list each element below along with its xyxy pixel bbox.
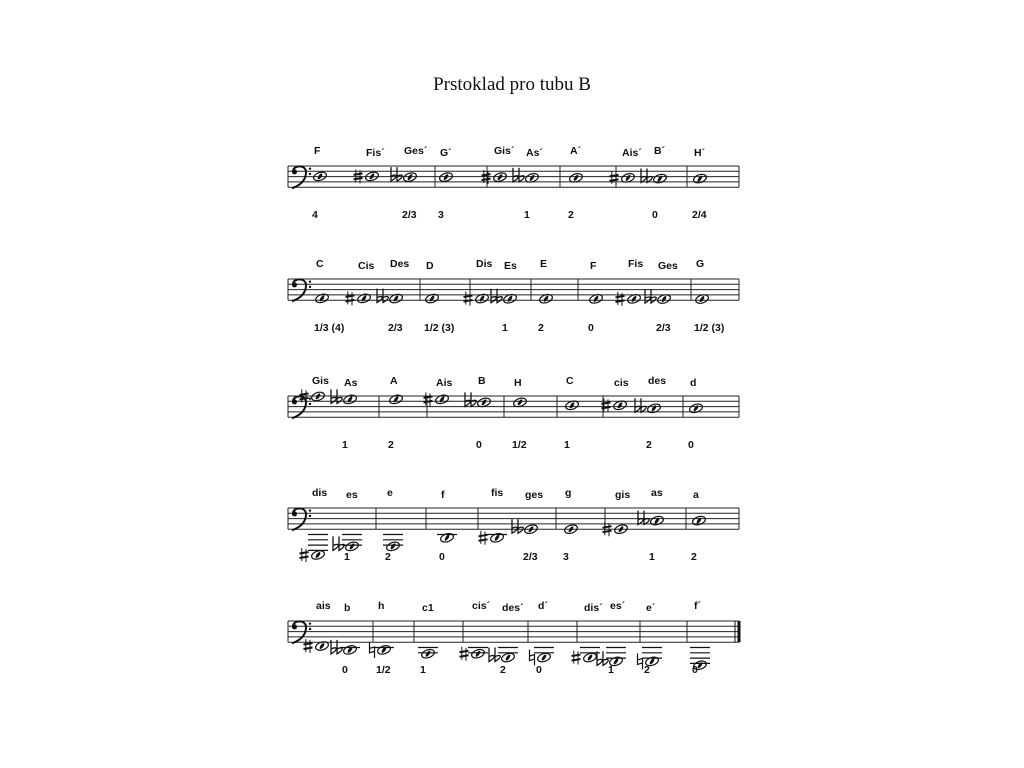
natural-icon — [370, 642, 375, 658]
fingering-label: 1 — [502, 322, 508, 334]
natural-icon — [530, 650, 535, 666]
note-name-label: cis´ — [472, 600, 491, 612]
fingering-label: 4 — [312, 209, 318, 221]
note-name-label: Cis — [358, 260, 375, 272]
bass-clef-icon — [292, 621, 311, 643]
note-name-label: d — [690, 377, 697, 389]
note-name-label: b — [344, 602, 351, 614]
note-head — [690, 648, 710, 671]
flat-icon — [489, 648, 500, 662]
note-name-label: B — [478, 375, 486, 387]
fingering-label: 0 — [652, 209, 658, 221]
note-name-label: Ges — [658, 260, 678, 272]
fingering-label: 1 — [608, 664, 614, 676]
note-name-label: f — [441, 489, 445, 501]
note-name-label: Ais — [436, 377, 453, 389]
note-name-label: E — [540, 258, 548, 270]
fingering-label: 2/3 — [523, 551, 538, 563]
fingering-label: 1 — [420, 664, 426, 676]
fingering-label: 1/2 — [376, 664, 391, 676]
fingering-label: 1 — [524, 209, 530, 221]
note-name-label: f´ — [694, 600, 701, 612]
note-name-label: as — [651, 487, 663, 499]
fingering-label: 0 — [476, 439, 482, 451]
note-name-label: F — [314, 145, 321, 157]
fingering-label: 1/3 (4) — [314, 322, 345, 334]
note-name-label: Fis´ — [366, 147, 385, 159]
note-name-label: ges — [525, 489, 544, 501]
note-name-label: Des — [390, 258, 410, 270]
fingering-label: 2 — [646, 439, 652, 451]
note-name-label: Gis — [312, 375, 329, 387]
note-name-label: g — [565, 487, 572, 499]
fingering-label: 2/3 — [402, 209, 417, 221]
fingering-label: 2 — [385, 551, 391, 563]
note-name-label: es´ — [610, 600, 626, 612]
fingering-label: 1/2 — [512, 439, 527, 451]
fingering-label: 2 — [644, 664, 650, 676]
note-head — [374, 644, 394, 655]
note-head — [534, 648, 554, 664]
fingering-label: 2 — [691, 551, 697, 563]
note-name-label: Es — [504, 260, 517, 272]
note-name-label: e´ — [646, 602, 656, 614]
note-name-label: C — [316, 258, 324, 270]
fingering-label: 1 — [344, 551, 350, 563]
note-name-label: Ges´ — [404, 145, 428, 157]
fingering-label: 0 — [688, 439, 694, 451]
note-name-label: cis — [614, 377, 629, 389]
note-name-label: H´ — [694, 147, 706, 159]
note-head — [340, 644, 360, 655]
note-name-label: dis´ — [584, 602, 603, 614]
note-name-label: A´ — [570, 145, 582, 157]
note-name-label: Ais´ — [622, 147, 642, 159]
note-name-label: Gis´ — [494, 145, 515, 157]
fingering-label: 0 — [342, 664, 348, 676]
fingering-label: 0 — [439, 551, 445, 563]
note-name-label: D — [426, 260, 434, 272]
note-head — [498, 648, 518, 664]
note-name-label: H — [514, 377, 522, 389]
note-name-label: h — [378, 600, 385, 612]
sharp-icon — [460, 647, 469, 661]
note-name-label: des´ — [502, 602, 524, 614]
fingering-label: 2 — [538, 322, 544, 334]
note-name-label: ais — [316, 600, 331, 612]
fingering-label: 3 — [563, 551, 569, 563]
sharp-icon — [572, 651, 581, 665]
note-name-label: fis — [491, 487, 504, 499]
fingering-label: 0 — [536, 664, 542, 676]
fingering-label: 2 — [500, 664, 506, 676]
note-name-label: F — [590, 260, 597, 272]
note-name-label: es — [346, 489, 358, 501]
note-head — [418, 648, 438, 660]
note-name-label: dis — [312, 487, 328, 499]
fingering-label: 2 — [388, 439, 394, 451]
note-name-label: c1 — [422, 602, 434, 614]
note-name-label: B´ — [654, 145, 666, 157]
note-head — [468, 648, 488, 660]
note-name-label: C — [566, 375, 574, 387]
sharp-icon — [304, 639, 313, 653]
fingering-label: 3 — [438, 209, 444, 221]
fingering-label: 2/3 — [388, 322, 403, 334]
fingering-label: 1/2 (3) — [424, 322, 455, 334]
natural-icon — [638, 653, 643, 669]
fingering-label: 0 — [692, 664, 698, 676]
note-name-label: Fis — [628, 258, 644, 270]
note-name-label: G´ — [440, 147, 452, 159]
note-name-label: Dis — [476, 258, 493, 270]
fingering-label: 2/3 — [656, 322, 671, 334]
fingering-label: 2 — [568, 209, 574, 221]
note-name-label: e — [387, 487, 393, 499]
note-name-label: As — [344, 377, 358, 389]
page-title: Prstoklad pro tubu B — [433, 74, 591, 95]
fingering-label: 2/4 — [692, 209, 707, 221]
note-name-label: a — [693, 489, 699, 501]
note-name-label: d´ — [538, 600, 548, 612]
fingering-label: 1 — [649, 551, 655, 563]
fingering-label: 1/2 (3) — [694, 322, 725, 334]
fingering-label: 1 — [564, 439, 570, 451]
note-name-label: des — [648, 375, 667, 387]
fingering-label: 0 — [588, 322, 594, 334]
note-name-label: G — [696, 258, 705, 270]
note-head — [642, 648, 662, 668]
note-name-label: A — [390, 375, 398, 387]
note-head — [606, 648, 626, 668]
note-name-label: As´ — [526, 147, 543, 159]
fingering-label: 1 — [342, 439, 348, 451]
note-name-label: gis — [615, 489, 631, 501]
